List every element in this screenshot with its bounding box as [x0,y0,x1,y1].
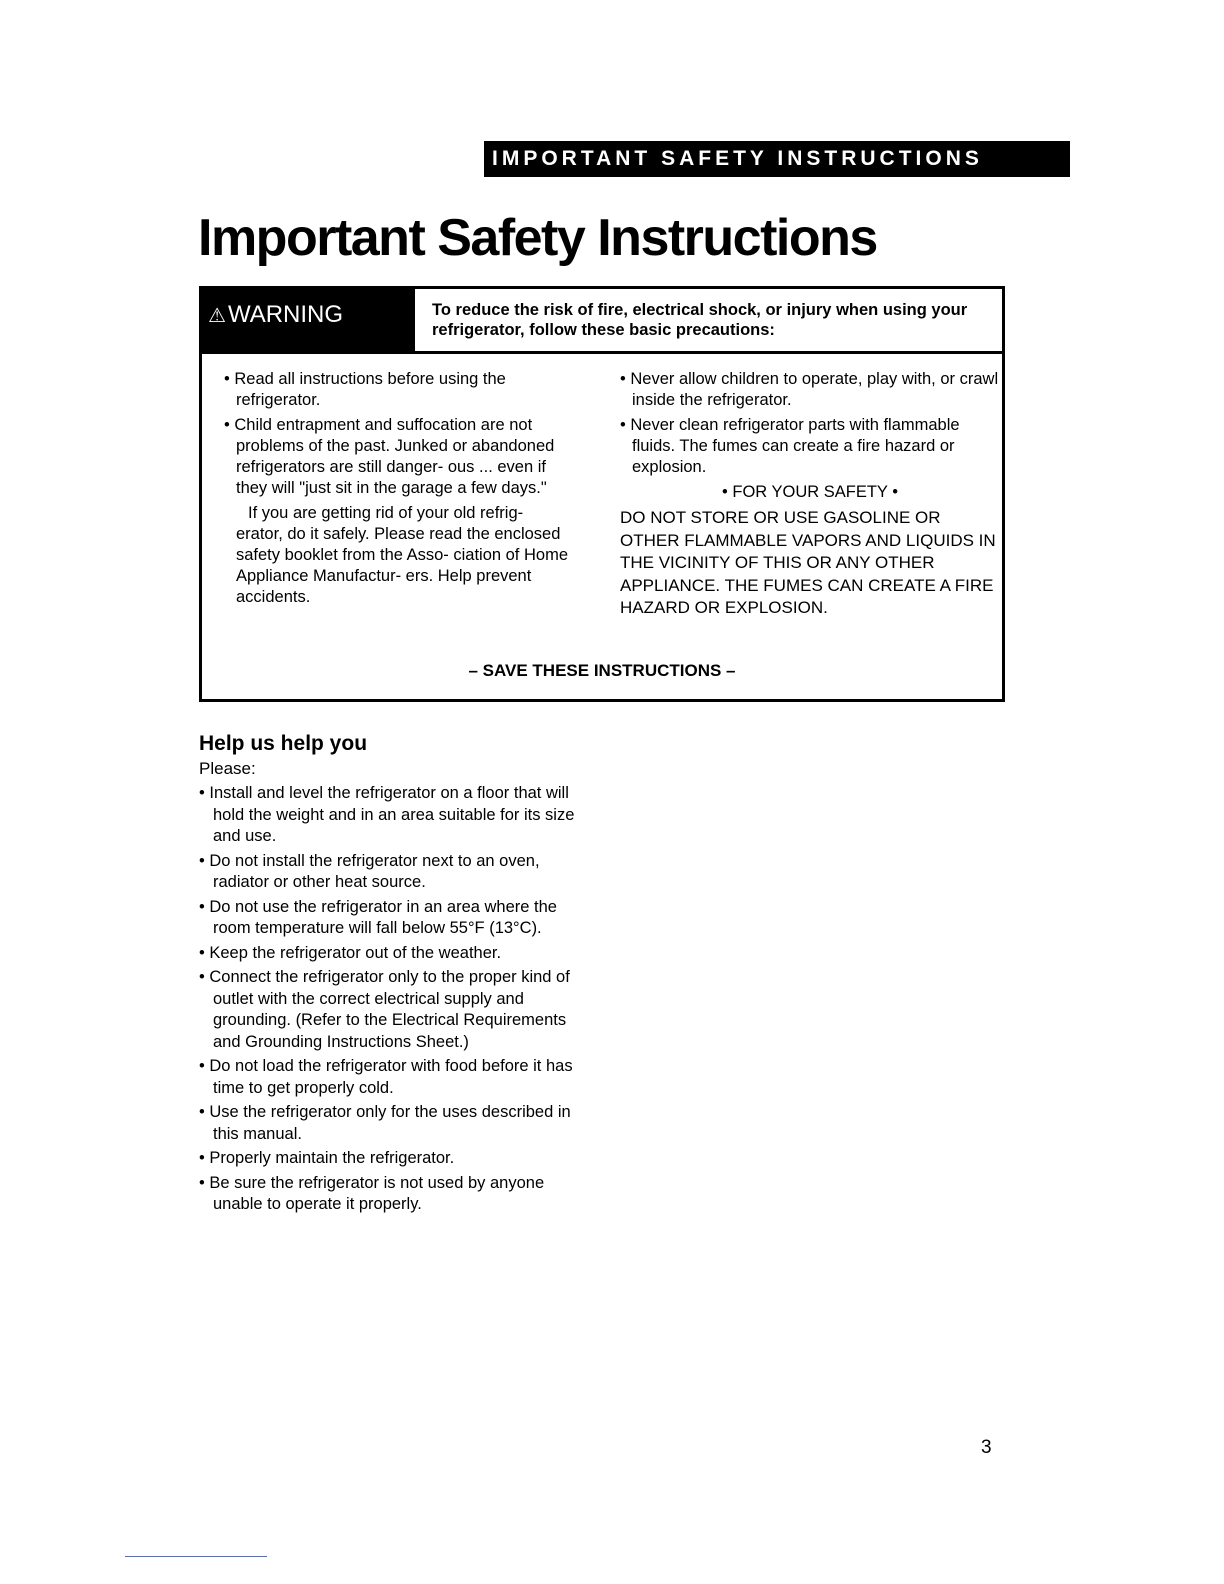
warning-left-column [224,369,574,608]
warning-triangle-icon: ⚠ [208,305,226,327]
help-heading: Help us help you [199,732,368,755]
warning-box [199,286,1005,702]
please-label: Please: [199,759,256,778]
warning-right-column [620,369,1000,620]
warning-bullet: • Read all instructions before using the refrigerator. [224,370,506,409]
footer-rule [125,1556,267,1557]
page-number: 3 [981,1437,992,1458]
warning-bullet: • Never clean refrigerator parts with flammable fluids. The fumes can create a fire hazard or explosion. [620,416,960,476]
help-section [199,732,589,1219]
warning-header [202,289,1002,354]
save-instructions-line: – SAVE THESE INSTRUCTIONS – [468,661,736,680]
help-list-item: • Install and level the refrigerator on a floor that will hold the weight and in an area suitable for its size and use. [199,784,575,845]
help-list-item: • Connect the refrigerator only to the proper kind of outlet with the correct electrical supply and grounding. (Refer to the Electrical Requirements and Grounding Instructions Sheet.) [199,968,570,1051]
disposal-paragraph: If you are getting rid of your old refrig- erator, do it safely. Please read the enclosed safety booklet from the Asso- ciation of Home Appliance Manufactur- ers. Help prevent accidents. [236,504,568,606]
help-list-item: • Do not install the refrigerator next to an oven, radiator or other heat source. [199,851,540,891]
help-list-item: • Do not use the refrigerator in an area where the room temperature will fall below 55°F (13°C). [199,897,557,937]
help-list-item: • Use the refrigerator only for the uses described in this manual. [199,1103,571,1143]
help-list-item: • Properly maintain the refrigerator. [199,1149,455,1167]
section-header-bar: IMPORTANT SAFETY INSTRUCTIONS [484,141,1070,177]
warning-lead-text: To reduce the risk of fire, electrical shock, or injury when using your refrigerator, follow these basic precautions: [432,301,968,339]
for-your-safety-heading: • FOR YOUR SAFETY • [722,483,898,501]
warning-label-text: WARNING [227,301,344,328]
help-list-item: • Be sure the refrigerator is not used by anyone unable to operate it properly. [199,1173,545,1213]
page-title: Important Safety Instructions [198,209,877,267]
help-list [199,783,589,1216]
gasoline-warning-text: DO NOT STORE OR USE GASOLINE OR OTHER FLAMMABLE VAPORS AND LIQUIDS IN THE VICINITY OF THIS OR ANY OTHER APPLIANCE. THE FUMES CAN CREATE A FIRE HAZARD OR EXPLOSION. [620,508,996,617]
warning-bullet: • Never allow children to operate, play with, or crawl inside the refrigerator. [620,370,999,409]
help-list-item: • Keep the refrigerator out of the weather. [199,943,502,962]
warning-bullet: • Child entrapment and suffocation are not problems of the past. Junked or abandoned refrigerators are still danger- ous ... even if they will "just sit in the garage a few days." [224,416,555,497]
help-list-item: • Do not load the refrigerator with food before it has time to get properly cold. [199,1057,573,1097]
warning-label [202,289,415,351]
